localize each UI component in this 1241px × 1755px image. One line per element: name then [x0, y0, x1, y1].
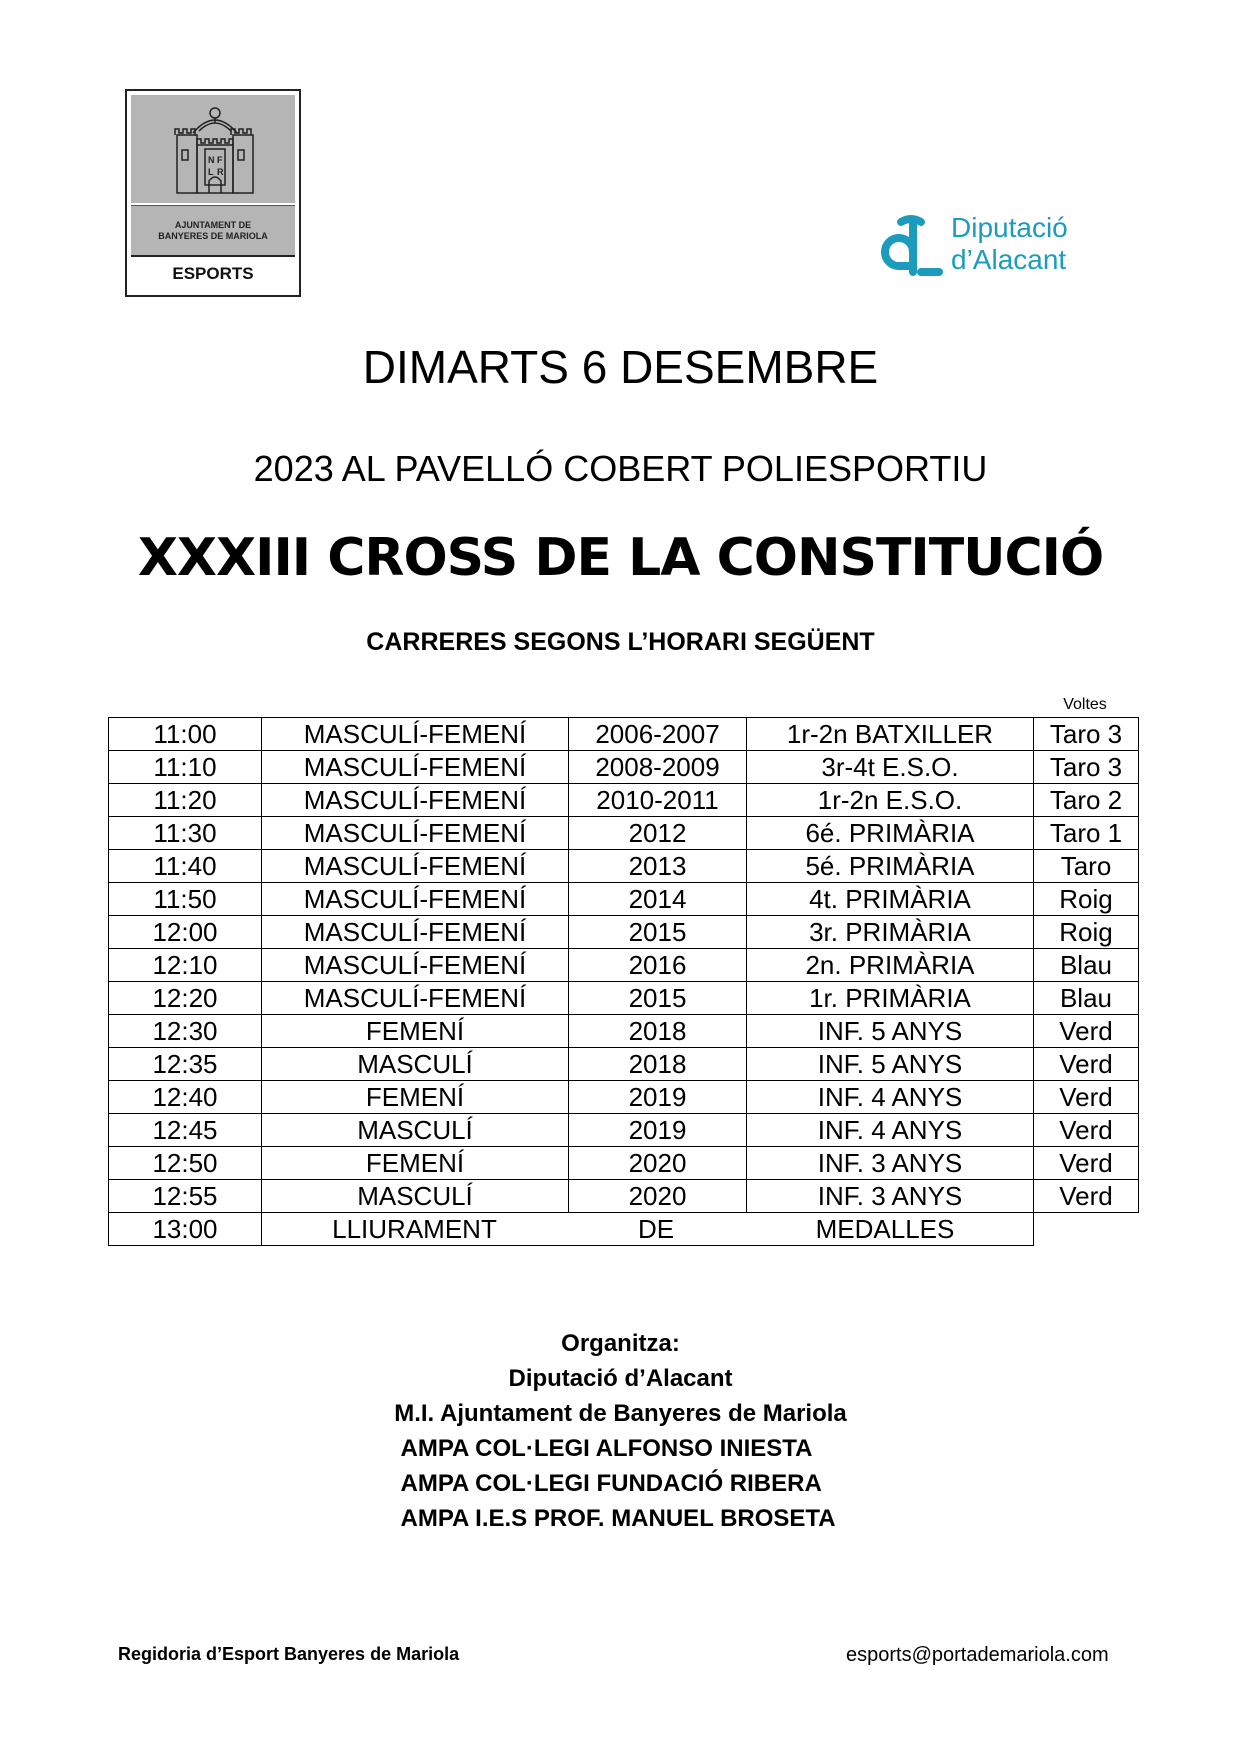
- category-cell: MASCULÍ-FEMENÍ: [262, 916, 569, 949]
- category-cell: MASCULÍ-FEMENÍ: [262, 850, 569, 883]
- schedule-row-medals: [109, 1213, 1139, 1246]
- ajuntament-line1: AJUNTAMENT DE: [174, 220, 252, 230]
- footer-email: esports@portademariola.com: [846, 1644, 1109, 1666]
- birth-years-cell: 2015: [569, 982, 747, 1015]
- birth-years-cell: 2010-2011: [569, 784, 747, 817]
- schedule-row: [109, 1180, 1139, 1213]
- diputacio-name: [951, 212, 1068, 276]
- time-cell: 11:50: [109, 883, 262, 916]
- laps-cell: Blau: [1034, 949, 1139, 982]
- category-cell: FEMENÍ: [262, 1081, 569, 1114]
- svg-text:N: N: [208, 155, 215, 165]
- diputacio-line1: Diputació: [951, 212, 1068, 243]
- school-year-cell: INF. 4 ANYS: [747, 1114, 1034, 1147]
- organizer-line: AMPA COL·LEGI FUNDACIÓ RIBERA: [400, 1470, 822, 1497]
- coat-of-arms: [131, 95, 295, 203]
- laps-cell: Roig: [1034, 916, 1139, 949]
- organizer-line: AMPA I.E.S PROF. MANUEL BROSETA: [400, 1505, 836, 1532]
- category-cell: MASCULÍ-FEMENÍ: [262, 817, 569, 850]
- school-year-cell: 1r-2n BATXILLER: [747, 718, 1034, 751]
- category-cell: MASCULÍ: [262, 1048, 569, 1081]
- category-cell: MASCULÍ-FEMENÍ: [262, 751, 569, 784]
- laps-cell: Blau: [1034, 982, 1139, 1015]
- birth-years-cell: 2008-2009: [569, 751, 747, 784]
- school-year-cell: 4t. PRIMÀRIA: [747, 883, 1034, 916]
- laps-cell: Roig: [1034, 883, 1139, 916]
- school-year-cell: INF. 3 ANYS: [747, 1180, 1034, 1213]
- race-schedule-table: [108, 717, 1139, 1246]
- category-cell: MASCULÍ-FEMENÍ: [262, 784, 569, 817]
- diputacio-logo: [871, 206, 1091, 286]
- school-year-cell: 3r-4t E.S.O.: [747, 751, 1034, 784]
- medals-word: LLIURAMENT: [332, 1214, 497, 1244]
- event-date: DIMARTS 6 DESEMBRE: [362, 341, 879, 393]
- birth-years-cell: 2016: [569, 949, 747, 982]
- laps-cell: Taro: [1034, 850, 1139, 883]
- school-year-cell: INF. 5 ANYS: [747, 1015, 1034, 1048]
- laps-cell: Verd: [1034, 1081, 1139, 1114]
- school-year-cell: 5é. PRIMÀRIA: [747, 850, 1034, 883]
- laps-cell: Taro 3: [1034, 718, 1139, 751]
- birth-years-cell: 2014: [569, 883, 747, 916]
- birth-years-cell: 2020: [569, 1180, 747, 1213]
- birth-years-cell: 2006-2007: [569, 718, 747, 751]
- medals-word: DE: [637, 1214, 675, 1244]
- time-cell: 11:10: [109, 751, 262, 784]
- school-year-cell: 2n. PRIMÀRIA: [747, 949, 1034, 982]
- category-cell: MASCULÍ: [262, 1180, 569, 1213]
- time-cell: 12:10: [109, 949, 262, 982]
- laps-cell: Taro 1: [1034, 817, 1139, 850]
- school-year-cell: 1r-2n E.S.O.: [747, 784, 1034, 817]
- schedule-row: [109, 850, 1139, 883]
- time-cell: 11:20: [109, 784, 262, 817]
- organizer-line: Diputació d’Alacant: [508, 1365, 733, 1392]
- ajuntament-name: [131, 205, 295, 256]
- schedule-row: [109, 916, 1139, 949]
- organizer-line: AMPA COL·LEGI ALFONSO INIESTA: [400, 1435, 813, 1462]
- category-cell: MASCULÍ-FEMENÍ: [262, 883, 569, 916]
- esports-label-box: [131, 255, 295, 291]
- birth-years-cell: 2015: [569, 916, 747, 949]
- laps-cell: Verd: [1034, 1015, 1139, 1048]
- time-cell: 12:50: [109, 1147, 262, 1180]
- medals-word: MEDALLES: [815, 1214, 955, 1244]
- school-year-cell: 6é. PRIMÀRIA: [747, 817, 1034, 850]
- laps-cell: Verd: [1034, 1180, 1139, 1213]
- time-cell: 13:00: [109, 1213, 262, 1246]
- schedule-subtitle: CARRERES SEGONS L’HORARI SEGÜENT: [366, 628, 875, 656]
- birth-years-cell: 2018: [569, 1048, 747, 1081]
- time-cell: 11:00: [109, 718, 262, 751]
- laps-cell: Verd: [1034, 1048, 1139, 1081]
- ajuntament-line2: BANYERES DE MARIOLA: [158, 231, 268, 241]
- school-year-cell: INF. 5 ANYS: [747, 1048, 1034, 1081]
- diputacio-line2: d’Alacant: [951, 244, 1067, 275]
- schedule-row: [109, 1081, 1139, 1114]
- birth-years-cell: 2019: [569, 1081, 747, 1114]
- time-cell: 12:30: [109, 1015, 262, 1048]
- schedule-row: [109, 1048, 1139, 1081]
- laps-column-header: Voltes: [1063, 696, 1107, 713]
- svg-text:L: L: [208, 167, 214, 177]
- schedule-row: [109, 751, 1139, 784]
- empty-laps-cell: [1034, 1213, 1139, 1246]
- time-cell: 11:30: [109, 817, 262, 850]
- schedule-row: [109, 1015, 1139, 1048]
- footer-department: Regidoria d’Esport Banyeres de Mariola: [118, 1644, 460, 1664]
- birth-years-cell: 2012: [569, 817, 747, 850]
- category-cell: FEMENÍ: [262, 1147, 569, 1180]
- event-title: XXXIII CROSS DE LA CONSTITUCIÓ: [137, 528, 1104, 588]
- school-year-cell: 3r. PRIMÀRIA: [747, 916, 1034, 949]
- time-cell: 12:35: [109, 1048, 262, 1081]
- organizer-line: M.I. Ajuntament de Banyeres de Mariola: [394, 1400, 847, 1427]
- school-year-cell: 1r. PRIMÀRIA: [747, 982, 1034, 1015]
- event-place: 2023 AL PAVELLÓ COBERT POLIESPORTIU: [253, 448, 988, 489]
- time-cell: 12:45: [109, 1114, 262, 1147]
- schedule-row: [109, 784, 1139, 817]
- schedule-row: [109, 817, 1139, 850]
- category-cell: FEMENÍ: [262, 1015, 569, 1048]
- schedule-row: [109, 883, 1139, 916]
- schedule-row: [109, 982, 1139, 1015]
- time-cell: 12:55: [109, 1180, 262, 1213]
- schedule-row: [109, 1147, 1139, 1180]
- schedule-row: [109, 718, 1139, 751]
- laps-cell: Verd: [1034, 1147, 1139, 1180]
- time-cell: 11:40: [109, 850, 262, 883]
- school-year-cell: INF. 3 ANYS: [747, 1147, 1034, 1180]
- medals-cell: [262, 1213, 1034, 1246]
- diputacio-mark-icon: [871, 206, 949, 286]
- category-cell: MASCULÍ-FEMENÍ: [262, 718, 569, 751]
- laps-cell: Taro 2: [1034, 784, 1139, 817]
- time-cell: 12:40: [109, 1081, 262, 1114]
- category-cell: MASCULÍ-FEMENÍ: [262, 949, 569, 982]
- laps-cell: Verd: [1034, 1114, 1139, 1147]
- svg-text:F: F: [217, 155, 223, 165]
- time-cell: 12:00: [109, 916, 262, 949]
- birth-years-cell: 2018: [569, 1015, 747, 1048]
- organizers: [0, 1326, 1241, 1536]
- birth-years-cell: 2013: [569, 850, 747, 883]
- ajuntament-logo: [125, 89, 301, 297]
- school-year-cell: INF. 4 ANYS: [747, 1081, 1034, 1114]
- organizers-heading: Organitza:: [561, 1330, 680, 1357]
- laps-cell: Taro 3: [1034, 751, 1139, 784]
- svg-text:R: R: [217, 167, 224, 177]
- category-cell: MASCULÍ: [262, 1114, 569, 1147]
- schedule-row: [109, 949, 1139, 982]
- category-cell: MASCULÍ-FEMENÍ: [262, 982, 569, 1015]
- birth-years-cell: 2020: [569, 1147, 747, 1180]
- birth-years-cell: 2019: [569, 1114, 747, 1147]
- schedule-row: [109, 1114, 1139, 1147]
- time-cell: 12:20: [109, 982, 262, 1015]
- esports-label: ESPORTS: [172, 264, 254, 283]
